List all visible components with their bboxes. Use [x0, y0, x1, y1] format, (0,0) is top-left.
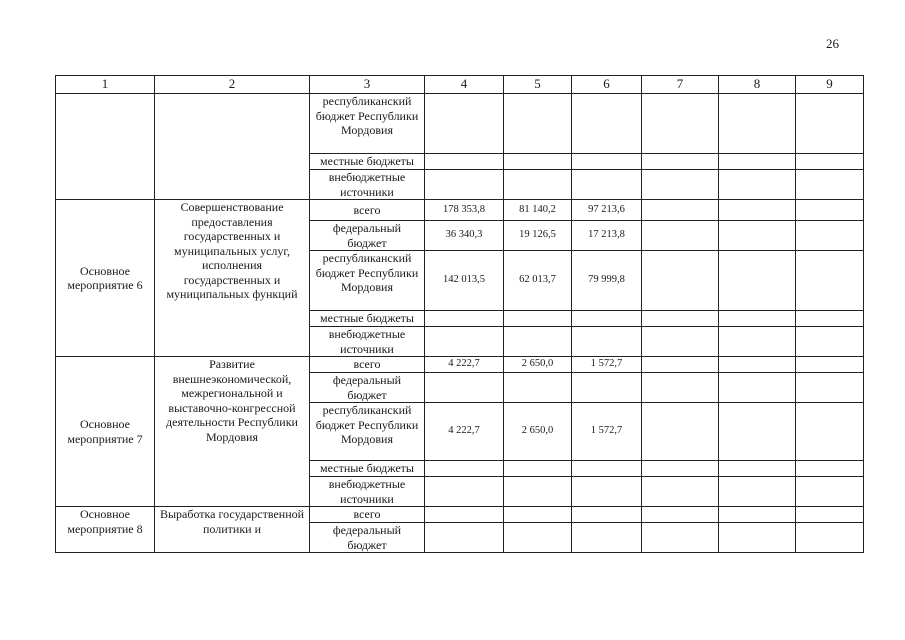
value-cell [796, 200, 864, 221]
value-cell [642, 154, 719, 170]
value-cell [642, 403, 719, 461]
column-header: 5 [504, 76, 572, 94]
value-cell [572, 523, 642, 553]
table-row [56, 357, 864, 373]
value-cell [642, 251, 719, 311]
value-cell [719, 251, 796, 311]
value-cell [719, 94, 796, 154]
value-cell [642, 461, 719, 477]
funding-source: местные бюджеты [310, 461, 425, 477]
column-header: 4 [425, 76, 504, 94]
column-header: 8 [719, 76, 796, 94]
budget-table [55, 75, 864, 553]
value-cell: 2 650,0 [504, 403, 572, 461]
value-cell: 4 222,7 [425, 403, 504, 461]
funding-source: местные бюджеты [310, 311, 425, 327]
value-cell [642, 200, 719, 221]
value-cell: 36 340,3 [425, 221, 504, 251]
value-cell [642, 221, 719, 251]
value-cell [796, 507, 864, 523]
column-header: 1 [56, 76, 155, 94]
value-cell [719, 154, 796, 170]
column-header: 3 [310, 76, 425, 94]
value-cell [504, 327, 572, 357]
page-number: 26 [826, 36, 839, 51]
value-cell [719, 200, 796, 221]
value-cell [425, 523, 504, 553]
value-cell [572, 311, 642, 327]
value-cell [504, 170, 572, 200]
value-cell [796, 221, 864, 251]
value-cell: 17 213,8 [572, 221, 642, 251]
value-cell [425, 461, 504, 477]
column-header: 2 [155, 76, 310, 94]
value-cell [504, 94, 572, 154]
value-cell [642, 94, 719, 154]
value-cell [572, 373, 642, 403]
measure-desc-cell: Совершенствование предоставления государственных и муниципальных услуг, исполнения государственных и муниципальных функций [155, 200, 310, 357]
value-cell [572, 94, 642, 154]
value-cell [572, 477, 642, 507]
table-row [56, 200, 864, 221]
value-cell: 2 650,0 [504, 357, 572, 373]
value-cell [504, 523, 572, 553]
value-cell [572, 461, 642, 477]
value-cell [719, 221, 796, 251]
value-cell [796, 154, 864, 170]
value-cell [425, 477, 504, 507]
value-cell [796, 94, 864, 154]
measure-name-cell: Основное мероприятие 7 [56, 357, 155, 507]
measure-name-cell: Основное мероприятие 8 [56, 507, 155, 553]
value-cell [425, 154, 504, 170]
value-cell [719, 507, 796, 523]
value-cell [504, 461, 572, 477]
value-cell [719, 311, 796, 327]
funding-source: внебюджетные источники [310, 327, 425, 357]
value-cell [425, 94, 504, 154]
value-cell: 79 999,8 [572, 251, 642, 311]
value-cell [642, 477, 719, 507]
funding-source: федеральный бюджет [310, 221, 425, 251]
value-cell [642, 507, 719, 523]
value-cell [572, 170, 642, 200]
value-cell [572, 327, 642, 357]
value-cell [504, 507, 572, 523]
value-cell: 178 353,8 [425, 200, 504, 221]
measure-desc-cell: Развитие внешнеэкономической, межрегиональной и выставочно-конгрессной деятельности Республики Мордовия [155, 357, 310, 507]
value-cell: 1 572,7 [572, 357, 642, 373]
funding-source: внебюджетные источники [310, 477, 425, 507]
value-cell [719, 523, 796, 553]
value-cell [642, 311, 719, 327]
funding-source: внебюджетные источники [310, 170, 425, 200]
value-cell [796, 251, 864, 311]
value-cell [642, 523, 719, 553]
header-row [56, 76, 864, 94]
measure-desc-cell: Выработка государственной политики и [155, 507, 310, 553]
value-cell [719, 357, 796, 373]
value-cell: 1 572,7 [572, 403, 642, 461]
value-cell [642, 327, 719, 357]
value-cell [796, 403, 864, 461]
value-cell [796, 373, 864, 403]
value-cell [719, 170, 796, 200]
measure-desc-cell [155, 94, 310, 200]
value-cell [425, 373, 504, 403]
funding-source: республиканский бюджет Республики Мордовия [310, 403, 425, 461]
value-cell [425, 327, 504, 357]
value-cell [796, 311, 864, 327]
value-cell [796, 327, 864, 357]
value-cell [796, 477, 864, 507]
column-header: 7 [642, 76, 719, 94]
table-row [56, 94, 864, 154]
value-cell: 62 013,7 [504, 251, 572, 311]
value-cell: 19 126,5 [504, 221, 572, 251]
value-cell [719, 477, 796, 507]
funding-source: всего [310, 357, 425, 373]
value-cell [719, 327, 796, 357]
table-row [56, 507, 864, 523]
column-header: 9 [796, 76, 864, 94]
value-cell [504, 373, 572, 403]
value-cell [425, 507, 504, 523]
funding-source: федеральный бюджет [310, 523, 425, 553]
value-cell [642, 373, 719, 403]
funding-source: всего [310, 507, 425, 523]
value-cell [572, 154, 642, 170]
value-cell: 142 013,5 [425, 251, 504, 311]
measure-name-cell: Основное мероприятие 6 [56, 200, 155, 357]
funding-source: всего [310, 200, 425, 221]
funding-source: местные бюджеты [310, 154, 425, 170]
value-cell [719, 373, 796, 403]
funding-source: федеральный бюджет [310, 373, 425, 403]
value-cell: 4 222,7 [425, 357, 504, 373]
measure-name-cell [56, 94, 155, 200]
value-cell [796, 170, 864, 200]
value-cell [796, 357, 864, 373]
value-cell [642, 170, 719, 200]
funding-source: республиканский бюджет Республики Мордовия [310, 94, 425, 154]
column-header: 6 [572, 76, 642, 94]
value-cell [425, 170, 504, 200]
value-cell [796, 523, 864, 553]
value-cell [504, 311, 572, 327]
funding-source: республиканский бюджет Республики Мордовия [310, 251, 425, 311]
value-cell [425, 311, 504, 327]
value-cell: 97 213,6 [572, 200, 642, 221]
value-cell [504, 477, 572, 507]
value-cell [504, 154, 572, 170]
value-cell [572, 507, 642, 523]
value-cell [719, 461, 796, 477]
value-cell [642, 357, 719, 373]
value-cell [796, 461, 864, 477]
value-cell [719, 403, 796, 461]
value-cell: 81 140,2 [504, 200, 572, 221]
